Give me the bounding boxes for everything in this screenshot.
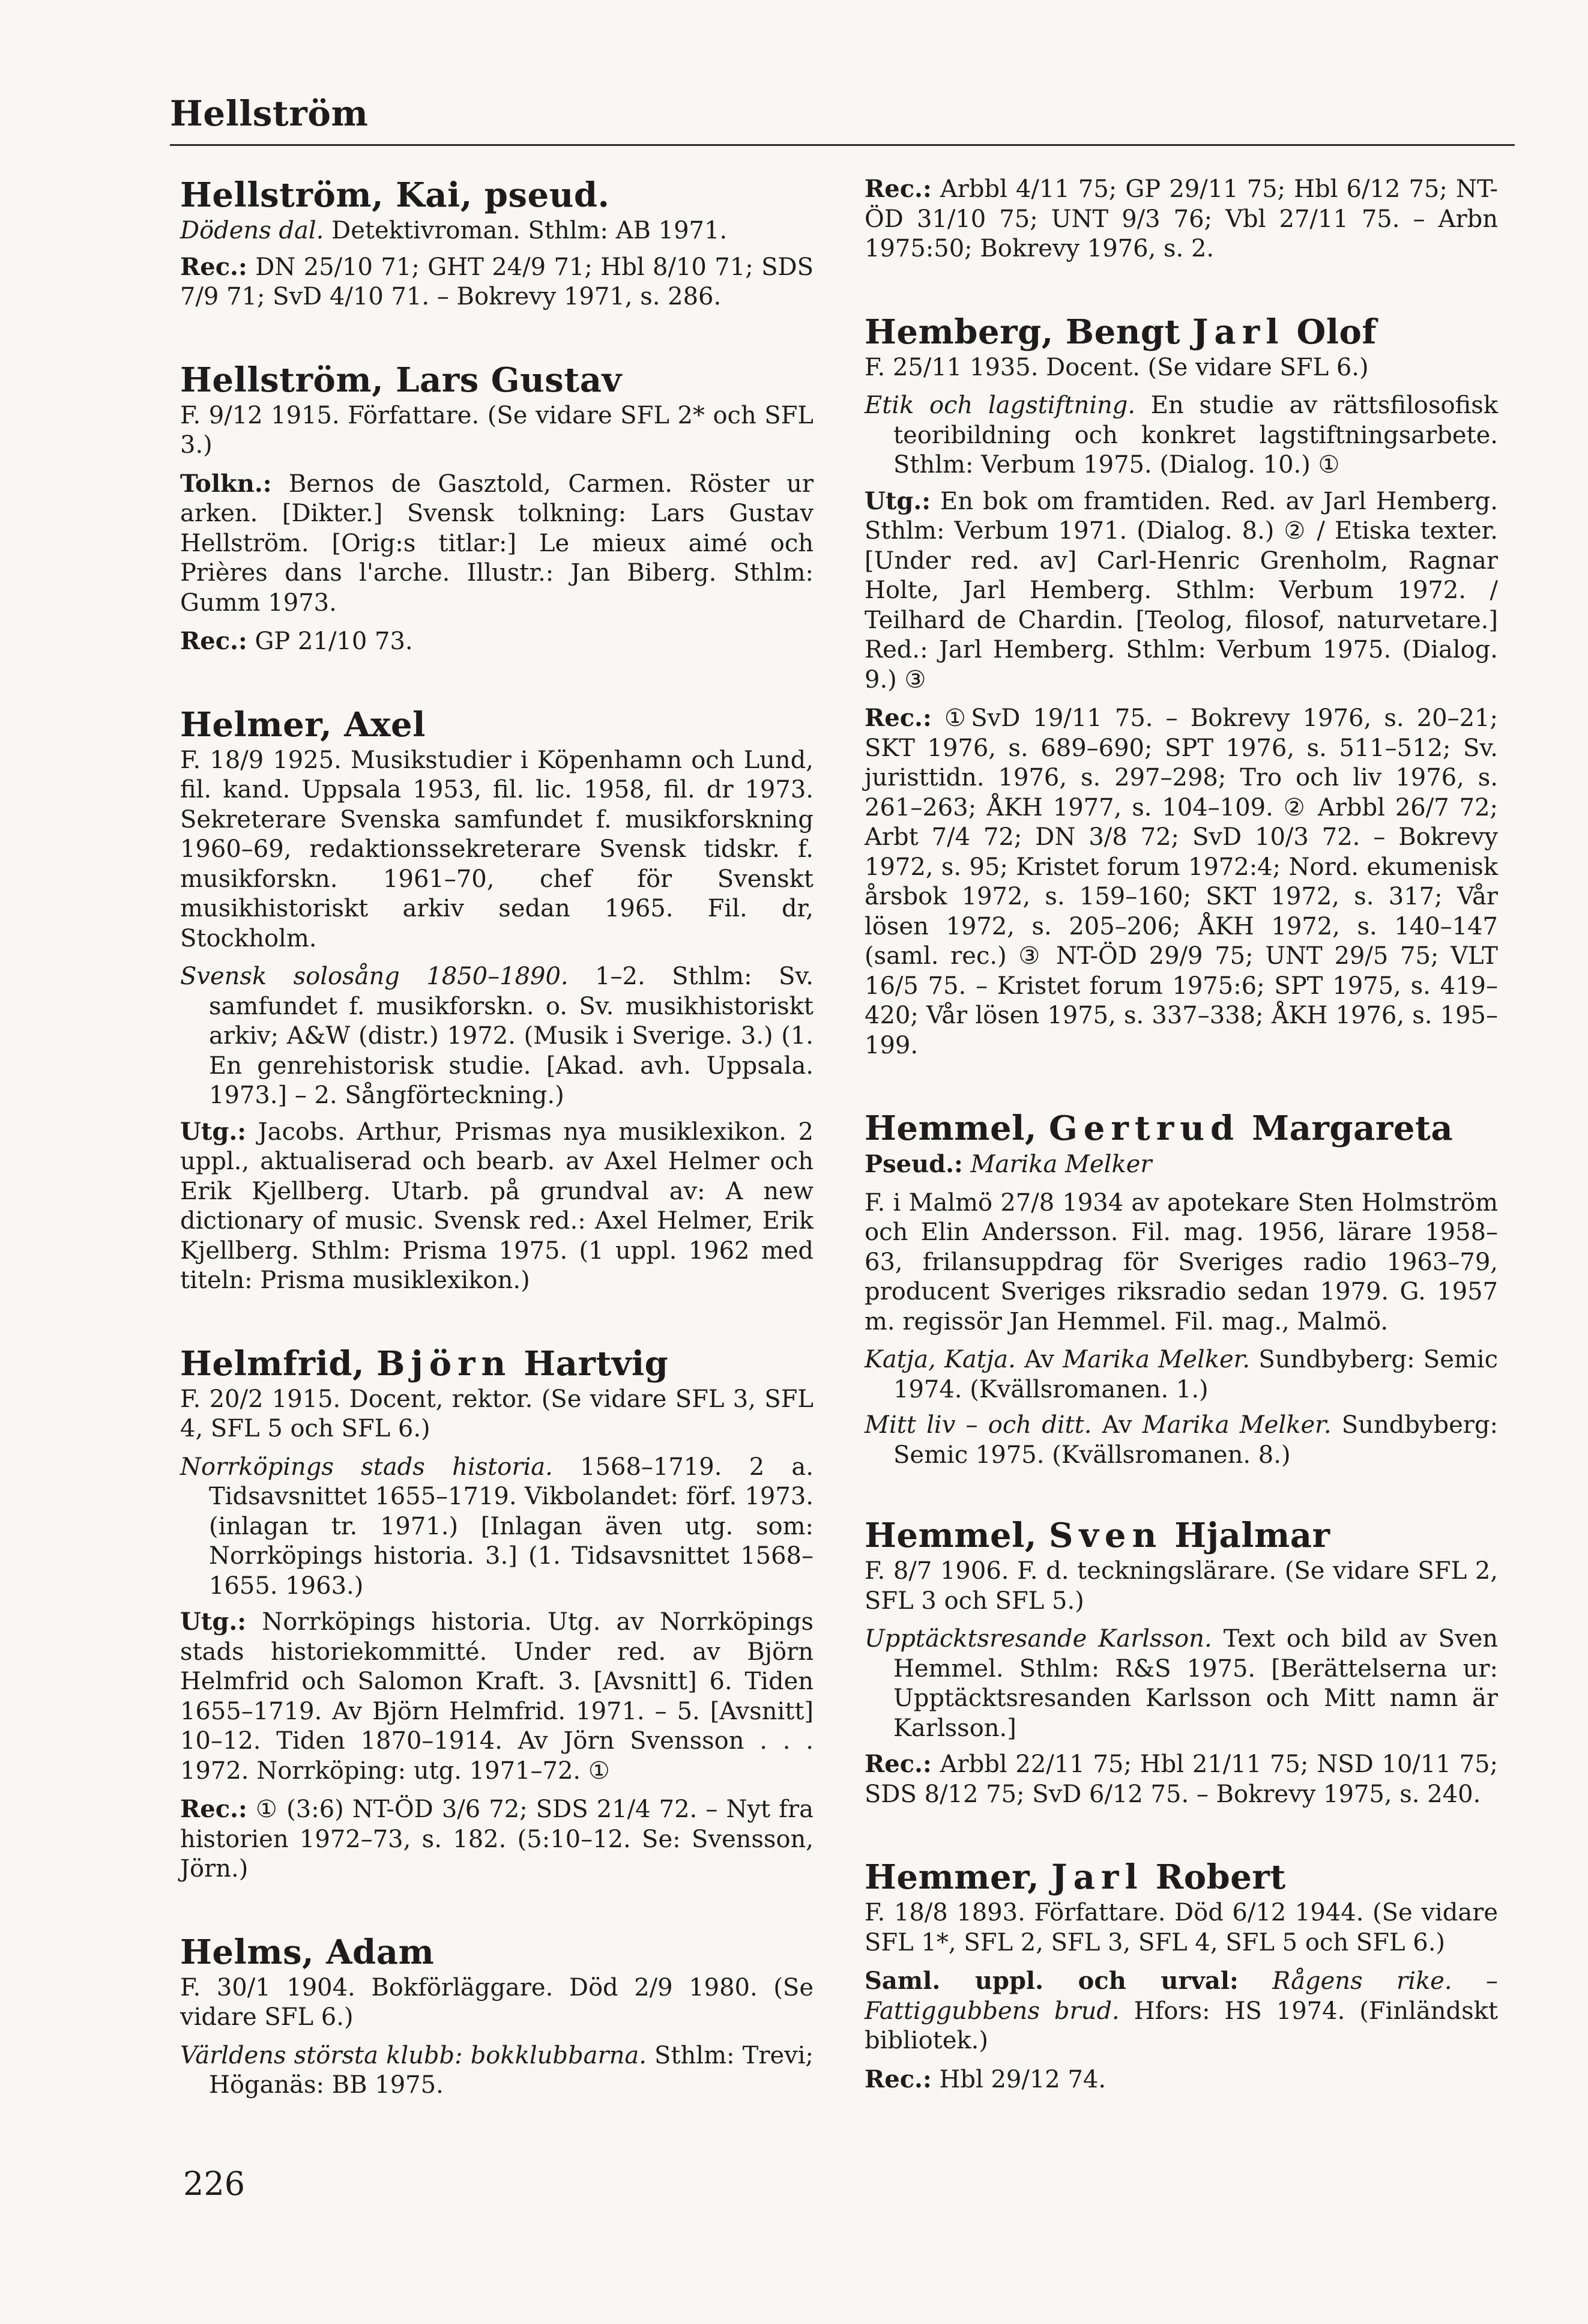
utg-label: Utg.: bbox=[180, 1608, 247, 1636]
saml-label: Saml. uppl. och urval: bbox=[865, 1967, 1239, 1995]
entry-heading: Hellström, Lars Gustav bbox=[180, 360, 622, 400]
pseudonym bbox=[865, 1149, 1498, 1180]
biography: F. 30/1 1904. Bokförläggare. Död 2/9 1980. (Se vidare SFL 6.) bbox=[180, 1973, 814, 2031]
rec-text: Hbl 29/12 74. bbox=[931, 2065, 1106, 2093]
page-number: 226 bbox=[183, 2165, 246, 2203]
work-details: Sundbyberg: Semic 1974. (Kvällsromanen. 1.) bbox=[893, 1346, 1499, 1403]
entry-hellstrom-kai-continued bbox=[865, 174, 1498, 264]
rec-label: Rec.: bbox=[180, 252, 247, 281]
reviews bbox=[865, 1749, 1498, 1809]
reviews bbox=[865, 2065, 1498, 2095]
work-details: Sthlm: Trevi; Höganäs: BB 1975. bbox=[209, 2041, 814, 2099]
entry-helms-adam bbox=[180, 1931, 814, 2101]
utg-text: Norrköpings historia. Utg. av Norrköpings stads historiekommitté. Under red. av Björn Helmfrid och Salomon Kraft. 3. [Avsnitt] 6. Tiden 1655–1719. Av Björn Helmfrid. 1971. – 5. [Avsnitt] 10–12. Tiden 1870–1914. Av Jörn Svensson . . . 1972. Norrköping: utg. 1971–72. ① bbox=[180, 1608, 814, 1785]
entry-heading bbox=[865, 1515, 1498, 1557]
heading-surname: Helmfrid, bbox=[180, 1343, 377, 1384]
utg-text: En bok om framtiden. Red. av Jarl Hemberg. Sthlm: Verbum 1971. (Dialog. 8.) ② / Etiska texter. [Under red. av] Carl-Henric Grenholm, Ragnar Holte, Jarl Hemberg. Sthlm: Verbum 1972. / Teilhard de Chardin. [Teolog, filosof, naturvetare.] Red.: Jarl Hemberg. Sthlm: Verbum 1975. (Dialog. 9.) ③ bbox=[865, 487, 1498, 694]
entry-hemmel-sven bbox=[865, 1515, 1498, 1809]
left-column bbox=[180, 174, 814, 2107]
work-details: Text och bild av Sven Hemmel. Sthlm: R&S 1975. [Berättelserna ur: Upptäcktsresanden Karlsson och Mitt namn är Karlsson.] bbox=[893, 1625, 1499, 1742]
entry-heading: Helms, Adam bbox=[180, 1932, 435, 1972]
reviews bbox=[180, 626, 814, 657]
biography: F. i Malmö 27/8 1934 av apotekare Sten Holmström och Elin Andersson. Fil. mag. 1956, lärare 1958–63, frilansuppdrag för Sveriges radio 1963–79, producent Sveriges riksradio sedan 1979. G. 1957 m. regissör Jan Hemmel. Fil. mag., Malmö. bbox=[865, 1188, 1498, 1336]
entry-heading: Hellström, Kai, pseud. bbox=[180, 175, 610, 215]
work-author: Marika Melker. bbox=[1063, 1346, 1251, 1373]
rec-label: Rec.: bbox=[865, 175, 932, 203]
heading-surname: Hemmel, bbox=[865, 1516, 1049, 1555]
tolkn-label: Tolkn.: bbox=[180, 469, 272, 498]
heading-surname: Hemmel, bbox=[865, 1109, 1049, 1148]
reviews bbox=[865, 174, 1498, 264]
work-title: Svensk solosång 1850–1890. bbox=[180, 963, 569, 990]
heading-rest: Margareta bbox=[1240, 1109, 1454, 1148]
rec-text: ① (3:6) NT-ÖD 3/6 72; SDS 21/4 72. – Nyt fra historien 1972–73, s. 182. (5:10–12. Se: Svensson, Jörn.) bbox=[180, 1796, 814, 1883]
work-entry bbox=[865, 1411, 1498, 1470]
heading-rest: Robert bbox=[1143, 1857, 1286, 1897]
work-entry bbox=[865, 1624, 1498, 1743]
heading-rest: Hartvig bbox=[512, 1343, 669, 1384]
heading-rest: Hjalmar bbox=[1162, 1516, 1330, 1555]
utg-text: Jacobs. Arthur, Prismas nya musiklexikon. 2 uppl., aktualiserad och bearb. av Axel Helmer och Erik Kjellberg. Utarb. på grundval av: A new dictionary of music. Svensk red.: Axel Helmer, Erik Kjellberg. Sthlm: Prisma 1975. (1 uppl. 1962 med titeln: Prisma musiklexikon.) bbox=[180, 1118, 814, 1294]
heading-surname: Hemmer, bbox=[865, 1857, 1052, 1897]
work-entry bbox=[180, 2041, 814, 2101]
running-head: Hellström bbox=[170, 93, 369, 134]
entry-helmer-axel bbox=[180, 704, 814, 1296]
biography: F. 20/2 1915. Docent, rektor. (Se vidare SFL 3, SFL 4, SFL 5 och SFL 6.) bbox=[180, 1385, 814, 1442]
heading-callname: Jarl bbox=[1051, 1857, 1144, 1897]
editorship bbox=[180, 1117, 814, 1296]
heading-callname: Jarl bbox=[1192, 312, 1285, 352]
entry-hemmel-gertrud bbox=[865, 1107, 1498, 1470]
reviews bbox=[180, 252, 814, 312]
rec-text: Arbbl 4/11 75; GP 29/11 75; Hbl 6/12 75; NT-ÖD 31/10 75; UNT 9/3 76; Vbl 27/11 75. – Arbn 1975:50; Bokrevy 1976, s. 2. bbox=[865, 175, 1498, 262]
reviews bbox=[865, 703, 1498, 1061]
work-entry bbox=[865, 391, 1498, 480]
rec-label: Rec.: bbox=[865, 704, 932, 732]
work-title: Etik och lagstiftning. bbox=[865, 392, 1136, 419]
rec-label: Rec.: bbox=[180, 1795, 247, 1823]
biography: F. 18/8 1893. Författare. Död 6/12 1944. (Se vidare SFL 1*, SFL 2, SFL 3, SFL 4, SFL 5 och SFL 6.) bbox=[865, 1899, 1498, 1956]
work-title: Mitt liv – och ditt. bbox=[865, 1411, 1092, 1439]
biography: F. 25/11 1935. Docent. (Se vidare SFL 6.) bbox=[865, 353, 1369, 381]
utg-label: Utg.: bbox=[865, 486, 931, 515]
heading-rest: Olof bbox=[1284, 312, 1377, 352]
work-details: 1568–1719. 2 a. Tidsavsnittet 1655–1719. Vikbolandet: förf. 1973. (inlagan tr. 1971.) [Inlagan även utg. som: Norrköpings historia. 3.] (1. Tidsavsnittet 1568–1655. 1963.) bbox=[209, 1453, 814, 1600]
work-by: Av bbox=[1015, 1346, 1063, 1373]
heading-callname: Björn bbox=[376, 1343, 512, 1384]
work-entry bbox=[180, 1453, 814, 1602]
entry-hellstrom-lars bbox=[180, 359, 814, 657]
rec-label: Rec.: bbox=[865, 2065, 932, 2093]
work-details: En studie av rättsfilosofisk teoribildning och konkret lagstiftningsarbete. Sthlm: Verbum 1975. (Dialog. 10.) ① bbox=[893, 392, 1498, 479]
utg-label: Utg.: bbox=[180, 1117, 247, 1146]
rec-label: Rec.: bbox=[180, 627, 247, 655]
heading-surname: Hemberg, Bengt bbox=[865, 312, 1192, 352]
work-details: Detektivroman. Sthlm: AB 1971. bbox=[324, 217, 728, 244]
tolkn-text: Bernos de Gasztold, Carmen. Röster ur arken. [Dikter.] Svensk tolkning: Lars Gustav Hellström. [Orig:s titlar:] Le mieux aimé och Prières dans l'arche. Illustr.: Jan Biberg. Sthlm: Gumm 1973. bbox=[180, 470, 814, 617]
work-details: Sundbyberg: Semic 1975. (Kvällsromanen. 8.) bbox=[893, 1411, 1498, 1469]
saml-title: Rågens rike. – Fattiggubbens brud. bbox=[865, 1967, 1498, 2025]
rec-label: Rec.: bbox=[865, 1750, 932, 1778]
entry-heading bbox=[865, 1107, 1498, 1149]
pseud-label: Pseud.: bbox=[865, 1150, 963, 1178]
entry-heading bbox=[865, 311, 1498, 353]
work-title: Katja, Katja. bbox=[865, 1346, 1016, 1373]
pseud-name: Marika Melker bbox=[962, 1151, 1152, 1178]
saml-details: Hfors: HS 1974. (Finländskt bibliotek.) bbox=[865, 1997, 1498, 2054]
work-entry bbox=[180, 216, 814, 246]
heading-callname: Gertrud bbox=[1048, 1109, 1240, 1148]
editorship bbox=[180, 1607, 814, 1786]
work-title: Norrköpings stads historia. bbox=[180, 1453, 553, 1481]
work-by: Av bbox=[1091, 1411, 1143, 1439]
entry-heading bbox=[865, 1856, 1498, 1898]
rec-text: DN 25/10 71; GHT 24/9 71; Hbl 8/10 71; SDS 7/9 71; SvD 4/10 71. – Bokrevy 1971, s. 286. bbox=[180, 253, 814, 310]
entry-hemmer-jarl bbox=[865, 1856, 1498, 2095]
work-author: Marika Melker. bbox=[1142, 1411, 1332, 1439]
rec-text: ①SvD 19/11 75. – Bokrevy 1976, s. 20–21; SKT 1976, s. 689–690; SPT 1976, s. 511–512; Sv. juristtidn. 1976, s. 297–298; Tro och liv 1976, s. 261–263; ÅKH 1977, s. 104–109. ② Arbbl 26/7 72; Arbt 7/4 72; DN 3/8 72; SvD 10/3 72. – Bokrevy 1972, s. 95; Kristet forum 1972:4; Nord. ekumenisk årsbok 1972, s. 159–160; SKT 1972, s. 317; Vår lösen 1972, s. 205–206; ÅKH 1972, s. 140–147 (saml. rec.) ③ NT-ÖD 29/9 75; UNT 29/5 75; VLT 16/5 75. – Kristet forum 1975:6; SPT 1975, s. 419–420; Vår lösen 1975, s. 337–338; ÅKH 1976, s. 195–199. bbox=[865, 704, 1498, 1059]
entry-hellstrom-kai bbox=[180, 174, 814, 312]
entry-heading bbox=[180, 1343, 814, 1385]
rec-text: Arbbl 22/11 75; Hbl 21/11 75; NSD 10/11 75; SDS 8/12 75; SvD 6/12 75. – Bokrevy 1975, s. 240. bbox=[865, 1751, 1498, 1808]
biography: F. 18/9 1925. Musikstudier i Köpenhamn och Lund, fil. kand. Uppsala 1953, fil. lic. 1958, fil. dr 1973. Sekreterare Svenska samfundet f. musikforskning 1960–69, redaktionssekreterare Svensk tidskr. f. musikforskn. 1961–70, chef för Svenskt musikhistoriskt arkiv sedan 1965. Fil. dr, Stockholm. bbox=[180, 746, 814, 952]
header-rule bbox=[170, 144, 1515, 146]
work-entry bbox=[865, 1345, 1498, 1405]
work-title: Upptäcktsresande Karlsson. bbox=[865, 1625, 1212, 1653]
work-title: Världens största klubb: bokklubbarna. bbox=[180, 2041, 647, 2069]
biography: F. 9/12 1915. Författare. (Se vidare SFL 2* och SFL 3.) bbox=[180, 401, 814, 459]
work-details: 1–2. Sthlm: Sv. samfundet f. musikforskn. o. Sv. musikhistoriskt arkiv; A&W (distr.) 1972. (Musik i Sverige. 3.) (1. En genrehistorisk studie. [Akad. avh. Uppsala. 1973.] – 2. Sångförteckning.) bbox=[209, 963, 814, 1109]
work-entry bbox=[180, 962, 814, 1111]
collected-editions bbox=[865, 1966, 1498, 2056]
work-title: Dödens dal. bbox=[180, 217, 324, 244]
entry-helmfrid-bjorn bbox=[180, 1343, 814, 1884]
editorship bbox=[865, 486, 1498, 695]
biography: F. 8/7 1906. F. d. teckningslärare. (Se vidare SFL 2, SFL 3 och SFL 5.) bbox=[865, 1557, 1498, 1615]
right-column bbox=[865, 174, 1498, 2103]
entry-hemberg-jarl bbox=[865, 311, 1498, 1061]
reviews bbox=[180, 1794, 814, 1884]
translation bbox=[180, 469, 814, 619]
heading-callname: Sven bbox=[1048, 1516, 1163, 1555]
entry-heading: Helmer, Axel bbox=[180, 704, 426, 745]
rec-text: GP 21/10 73. bbox=[247, 628, 413, 655]
